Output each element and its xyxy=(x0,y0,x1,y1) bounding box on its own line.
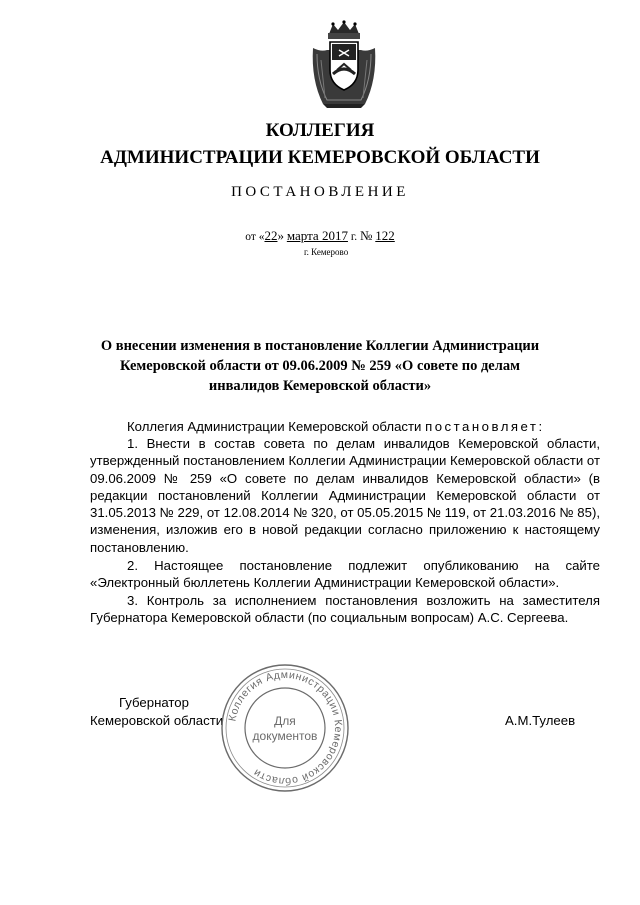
document-subject: О внесении изменения в постановление Коллегии Администрации Кемеровской области от 09.06.2009 № 259 «О совете по делам инвалидов Кемеровской области» xyxy=(100,338,540,394)
signatory-position-line2: Кемеровской области xyxy=(90,713,224,728)
date-number-line xyxy=(0,228,640,244)
date-day: 22 xyxy=(264,228,278,243)
paragraph-1: 1. Внести в состав совета по делам инвалидов Кемеровской области, утвержденный постановлением Коллегии Администрации Кемеровской области от 09.06.2009 № 259 «О совете по делам инвалидов Кемеровской области» (в редакции постановлений Коллегии Администрации Кемеровской области от 31.05.2013 № 229, от 12.08.2014 № 320, от 05.05.2015 № 119, от 21.03.2016 № 85), изменения, изложив его в новой редакции согласно приложению к настоящему постановлению. xyxy=(90,436,600,555)
number-prefix: № xyxy=(360,228,373,243)
org-title-line2: АДМИНИСТРАЦИИ КЕМЕРОВСКОЙ ОБЛАСТИ xyxy=(100,147,540,168)
stamp-center-line1: Для xyxy=(274,714,296,728)
intro-text: Коллегия Администрации Кемеровской области xyxy=(127,419,422,434)
org-title-line1: КОЛЛЕГИЯ xyxy=(265,120,375,141)
date-day-close: » xyxy=(277,228,284,243)
coat-of-arms-icon xyxy=(309,20,379,108)
signatory-position-line1: Губернатор xyxy=(119,695,189,710)
stamp-center-line2: документов xyxy=(252,729,318,743)
date-prefix: от « xyxy=(245,231,265,243)
document-number: 122 xyxy=(375,228,395,243)
intro-paragraph xyxy=(90,418,600,435)
intro-verb: постановляет: xyxy=(425,419,545,434)
document-type-title: ПОСТАНОВЛЕНИЕ xyxy=(231,184,409,200)
date-year-suffix: г. xyxy=(350,231,358,243)
paragraph-2: 2. Настоящее постановление подлежит опубликованию на сайте «Электронный бюллетень Коллегии Администрации Кемеровской области». xyxy=(90,558,600,591)
official-stamp xyxy=(219,662,351,794)
signatory-name: А.М.Тулеев xyxy=(505,713,576,728)
date-month-year: марта 2017 xyxy=(286,228,348,243)
stamp-ring-text: Коллегия Администрации Кемеровской области xyxy=(226,668,345,788)
paragraph-3: 3. Контроль за исполнением постановления возложить на заместителя Губернатора Кемеровской области (по социальным вопросам) А.С. Сергеева. xyxy=(90,593,600,626)
city-label: г. Кемерово xyxy=(304,247,349,257)
